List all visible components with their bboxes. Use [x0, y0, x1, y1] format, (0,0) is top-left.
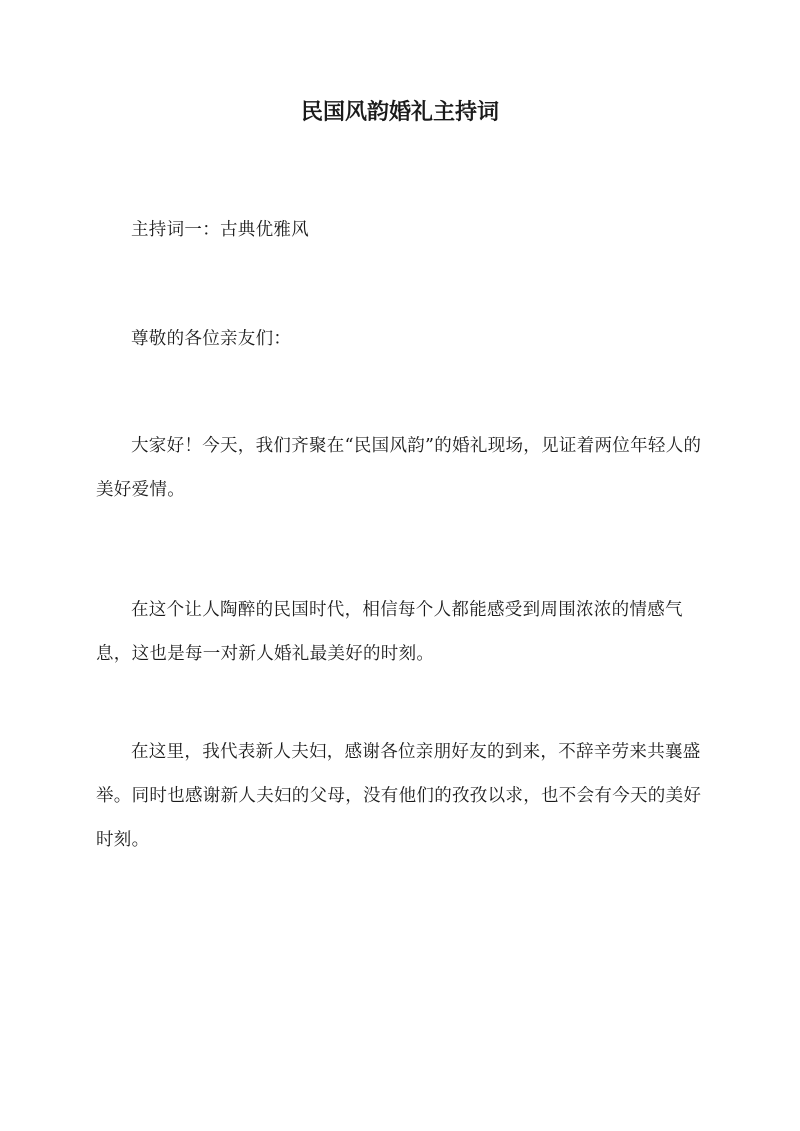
body-paragraph-1: 大家好！今天，我们齐聚在“民国风韵”的婚礼现场，见证着两位年轻人的美好爱情。: [96, 436, 702, 500]
section-heading: 主持词一：古典优雅风: [131, 220, 309, 240]
body-paragraph-2: 在这个让人陶醉的民国时代，相信每个人都能感受到周围浓浓的情感气息，这也是每一对新人婚礼最美好的时刻。: [96, 600, 683, 664]
greeting-paragraph: 尊敬的各位亲友们：: [131, 329, 292, 349]
body-paragraph-3: 在这里，我代表新人夫妇，感谢各位亲朋好友的到来，不辞辛劳来共襄盛举。同时也感谢新人夫妇的父母，没有他们的孜孜以求，也不会有今天的美好时刻。: [96, 742, 702, 850]
document-title: 民国风韵婚礼主持词: [300, 99, 499, 125]
